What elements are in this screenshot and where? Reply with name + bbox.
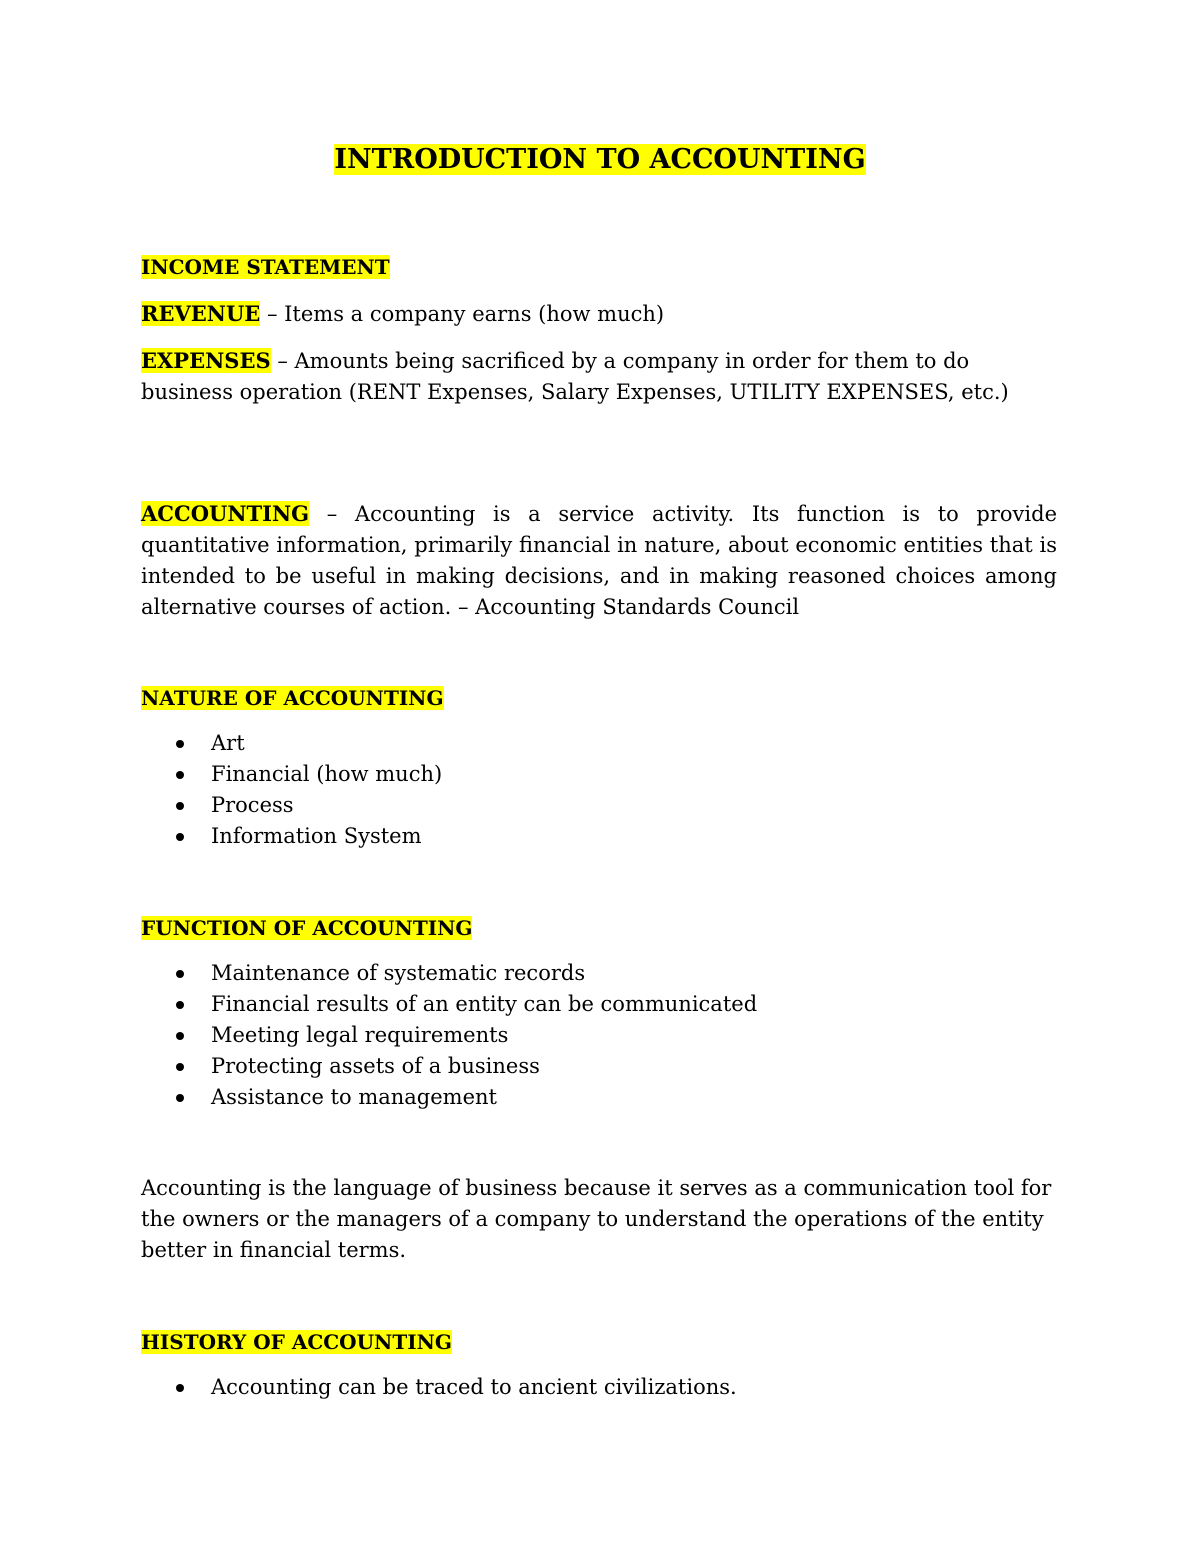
revenue-text: – Items a company earns (how much) [260, 302, 665, 326]
nature-heading [141, 683, 1057, 714]
language-of-business-paragraph: Accounting is the language of business because it serves as a communication tool for the owners or the managers of a company to understand the operations of the entity better in financial terms. [141, 1176, 1052, 1262]
expenses-definition [141, 345, 1057, 408]
list-item: Process [141, 790, 1057, 821]
function-list [141, 958, 1057, 1113]
page-title [0, 141, 1200, 179]
income-statement-heading-text: INCOME STATEMENT [141, 255, 390, 279]
history-heading-text: HISTORY OF ACCOUNTING [141, 1330, 452, 1354]
revenue-definition [141, 298, 1057, 330]
function-heading [141, 913, 1057, 944]
list-item: Maintenance of systematic records [141, 958, 1057, 989]
list-item: Protecting assets of a business [141, 1051, 1057, 1082]
accounting-term: ACCOUNTING [141, 501, 310, 526]
list-item: Assistance to management [141, 1082, 1057, 1113]
accounting-definition-text: – Accounting is a service activity. Its function is to provide quantitative information, primarily financial in nature, about economic entities that is intended to be useful in making decisions, and in making reasoned choices among alternative courses of action. – Accounting Standards Council [141, 502, 1057, 619]
expenses-text: – Amounts being sacrificed by a company in order for them to do business operation (RENT Expenses, Salary Expenses, UTILITY EXPENSES, etc.) [141, 349, 1009, 404]
revenue-term: REVENUE [141, 301, 261, 326]
list-item: Art [141, 728, 1057, 759]
list-item: Meeting legal requirements [141, 1020, 1057, 1051]
nature-list [141, 728, 1057, 852]
list-item: Accounting can be traced to ancient civilizations. [141, 1372, 1057, 1403]
history-heading [141, 1327, 1057, 1358]
history-list [141, 1372, 1057, 1403]
function-heading-text: FUNCTION OF ACCOUNTING [141, 916, 473, 940]
list-item: Financial (how much) [141, 759, 1057, 790]
nature-heading-text: NATURE OF ACCOUNTING [141, 686, 444, 710]
expenses-term: EXPENSES [141, 348, 271, 373]
list-item: Information System [141, 821, 1057, 852]
accounting-definition [141, 498, 1057, 623]
title-text: INTRODUCTION TO ACCOUNTING [334, 144, 866, 175]
income-statement-heading [141, 252, 1057, 283]
list-item: Financial results of an entity can be communicated [141, 989, 1057, 1020]
